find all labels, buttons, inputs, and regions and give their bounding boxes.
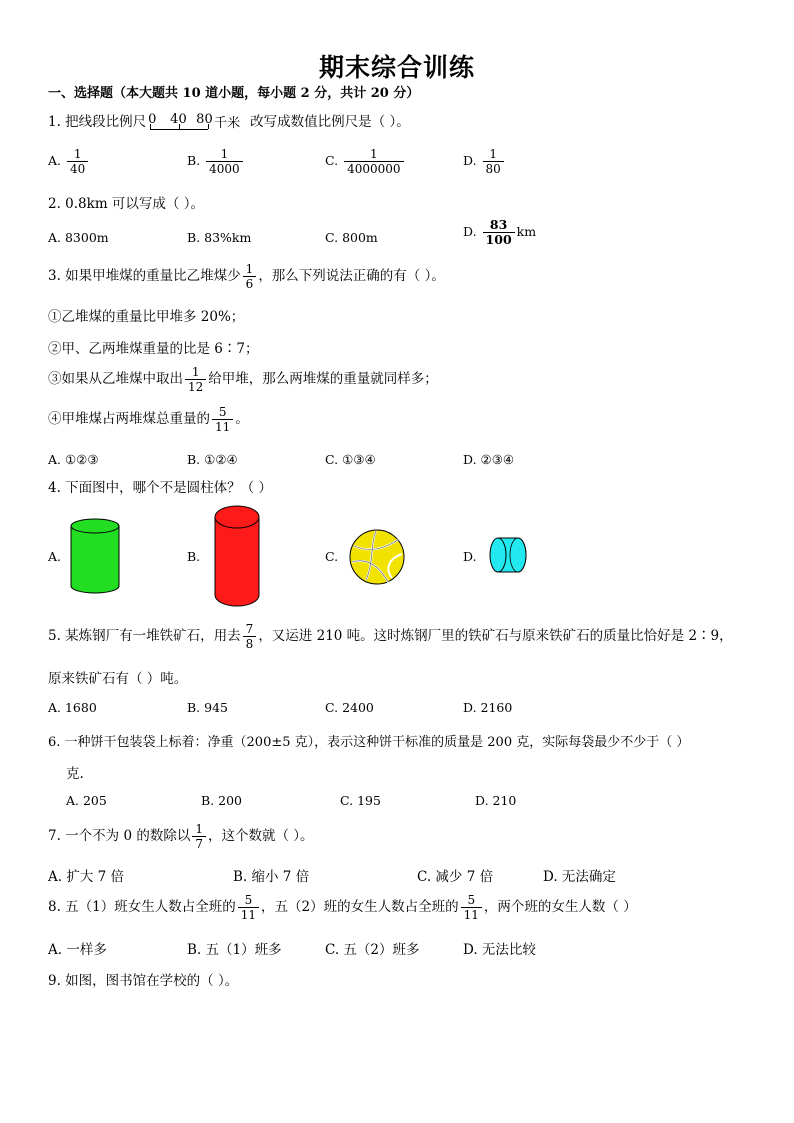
q6-option-a[interactable]: A. 205 [66,793,107,808]
q8-option-b[interactable]: B. 五（1）班多 [187,942,282,958]
question-1-prefix: 1. 把线段比例尺 [48,114,147,130]
scale-label-0: 0 [148,111,157,127]
q5-option-d[interactable]: D. 2160 [463,700,513,715]
q6-option-c[interactable]: C. 195 [340,793,381,808]
q1-option-c[interactable]: C. $\frac{1}{4000000}$ [325,147,406,176]
q2-option-a[interactable]: A. 8300m [48,230,109,245]
question-5: 5. 某炼钢厂有一堆铁矿石，用去 $\frac{7}{8}$ ，又运进 210 吨。这时炼钢厂里的铁矿石与原来铁矿石的质量比恰好是 2∶9， [48,622,733,651]
question-9: 9. 如图，图书馆在学校的（ ）。 [48,973,239,989]
q4-option-c[interactable]: C. [325,549,339,564]
q7-option-d[interactable]: D. 无法确定 [543,869,616,885]
q8-option-d[interactable]: D. 无法比较 [463,942,536,958]
q6-option-b[interactable]: B. 200 [201,793,242,808]
q3-option-b[interactable]: B. ①②④ [187,452,238,467]
q7-option-a[interactable]: A. 扩大 7 倍 [48,869,125,885]
question-7: 7. 一个不为 0 的数除以 $\frac{1}{7}$ ，这个数就（ ）。 [48,822,314,851]
question-4: 4. 下面图中，哪个不是圆柱体？（ ） [48,480,272,496]
line-scale [148,112,248,134]
q4-option-d[interactable]: D. [463,549,477,564]
q3-option-d[interactable]: D. ②③④ [463,452,515,467]
section-heading: 一、选择题（本大题共 10 道小题，每小题 2 分，共计 20 分） [48,86,420,101]
question-2: 2. 0.8km 可以写成（ ）。 [48,196,204,212]
q3-statement-3: ③如果从乙堆煤中取出 $\frac{1}{12}$ 给甲堆，那么两堆煤的重量就同样多； [48,365,438,394]
q1-option-d[interactable]: D. $\frac{1}{80}$ [463,147,506,176]
yellow-ball-image [348,528,406,586]
q7-option-c[interactable]: C. 减少 7 倍 [417,869,494,885]
q6-option-d[interactable]: D. 210 [475,793,517,808]
q4-option-a[interactable]: A. [48,549,62,564]
q1-option-b[interactable]: B. $\frac{1}{4000}$ [187,147,245,176]
question-1 [48,110,410,134]
q7-option-b[interactable]: B. 缩小 7 倍 [233,869,310,885]
q2-option-b[interactable]: B. 83%km [187,230,252,245]
q4-option-b[interactable]: B. [187,549,201,564]
q5-option-b[interactable]: B. 945 [187,700,228,715]
question-5-line2: 原来铁矿石有（ ）吨。 [48,671,188,687]
q8-option-a[interactable]: A. 一样多 [48,942,107,958]
question-1-suffix: 改写成数值比例尺是（ ）。 [250,114,410,130]
q5-option-c[interactable]: C. 2400 [325,700,374,715]
green-cylinder-image [68,516,122,596]
q3-option-a[interactable]: A. ①②③ [48,452,99,467]
q3-option-c[interactable]: C. ①③④ [325,452,376,467]
q3-statement-2: ②甲、乙两堆煤重量的比是 6∶7； [48,341,259,357]
scale-label-80: 80 [196,111,213,127]
q1-option-a[interactable]: A. $\frac{1}{40}$ [48,147,90,176]
page-title: 期末综合训练 [318,53,475,82]
q3-statement-1: ①乙堆煤的重量比甲堆多 20%； [48,309,245,325]
red-cylinder-image [212,503,262,609]
scale-label-40: 40 [170,111,187,127]
q8-option-c[interactable]: C. 五（2）班多 [325,942,420,958]
q2-option-d[interactable]: D. $\frac{83}{100}$ km [463,217,537,247]
cyan-cylinder-image [488,536,528,574]
q2-option-c[interactable]: C. 800m [325,230,378,245]
question-6-line2: 克. [66,766,84,782]
question-6: 6. 一种饼干包装袋上标着：净重（200±5 克），表示这种饼干标准的质量是 200 克，实际每袋最少不少于（ ） [48,735,690,750]
question-3: 3. 如果甲堆煤的重量比乙堆煤少 $\frac{1}{6}$ ，那么下列说法正确的有（ ）。 [48,262,445,291]
question-8: 8. 五（1）班女生人数占全班的 $\frac{5}{11}$ ，五（2）班的女生人数占全班的 $\frac{5}{11}$ ，两个班的女生人数（ ） [48,893,637,922]
scale-unit: 千米 [214,115,241,131]
q3-statement-4: ④甲堆煤占两堆煤总重量的 $\frac{5}{11}$ 。 [48,405,249,434]
q5-option-a[interactable]: A. 1680 [48,700,97,715]
